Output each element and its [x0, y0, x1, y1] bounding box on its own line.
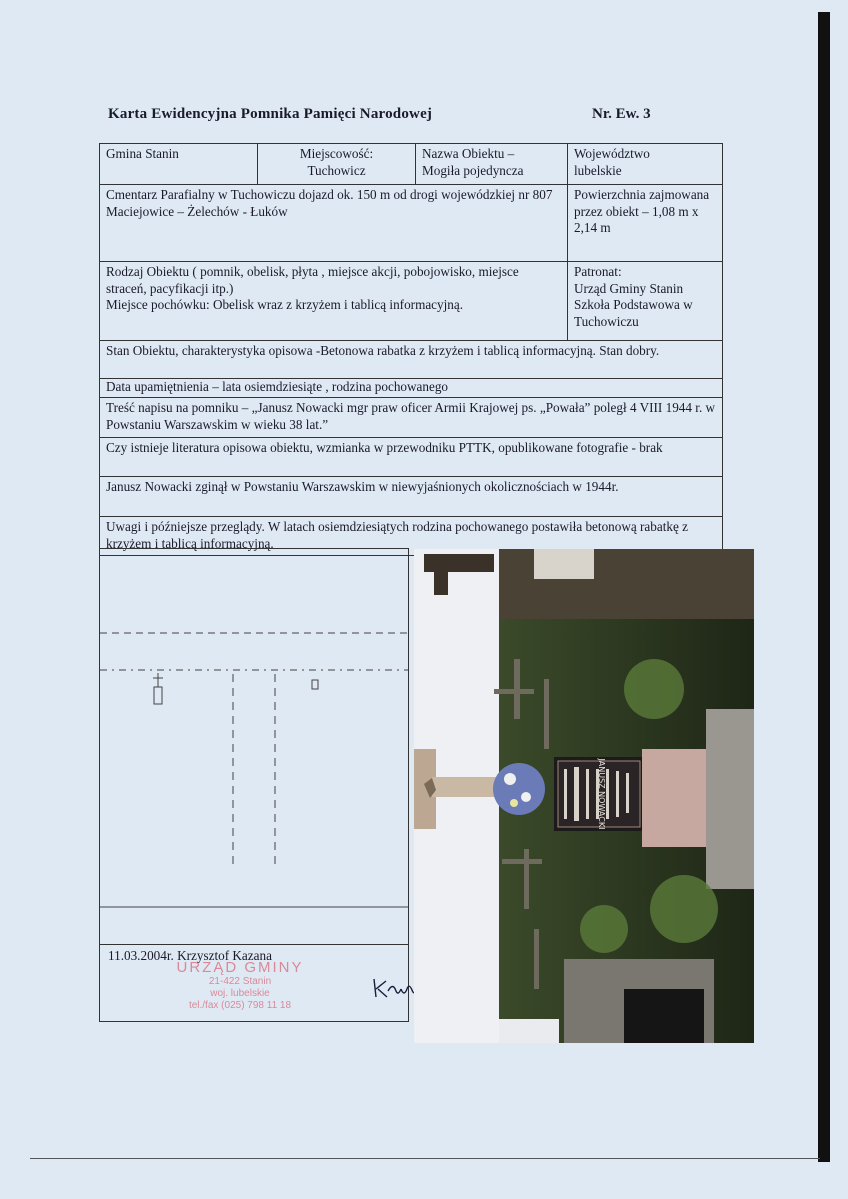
wojewodztwo-cell — [567, 144, 722, 184]
area-text: Powierzchnia zajmowana przez obiekt – 1,08 m x 2,14 m — [574, 187, 710, 235]
sketch-signature-box — [99, 548, 409, 1022]
scan-edge — [818, 12, 830, 1162]
stamp-postal: 21-422 Stanin — [208, 976, 272, 987]
sketch-grave-marker — [312, 680, 318, 689]
form-row-header — [99, 143, 723, 185]
site-sketch — [100, 549, 410, 944]
wojewodztwo-label: Województwo — [574, 146, 650, 161]
signature-divider — [100, 944, 408, 945]
patronat-cell — [567, 262, 722, 340]
signature-date-author: 11.03.2004r. Krzysztof Kazana — [108, 948, 272, 963]
patronat-line-2: Szkoła Podstawowa w Tuchowiczu — [574, 297, 693, 329]
plaque-inscription: JANUSZ NOWACKI — [597, 758, 606, 830]
gmina-value: Gmina Stanin — [106, 146, 179, 161]
miejscowosc-label: Miejscowość: — [299, 146, 374, 161]
office-stamp — [140, 959, 340, 1012]
burial-place-text: Miejsce pochówku: Obelisk wraz z krzyżem i tablicą informacyjną. — [106, 297, 464, 312]
form-row-condition — [99, 341, 723, 379]
card-title: Karta Ewidencyjna Pomnika Pamięci Narodowej — [108, 106, 433, 122]
notes-text: Uwagi i późniejsze przeglądy. W latach osiemdziesiątych rodzina pochowanego postawiła betonową rabatkę z krzyżem i tablicą informacyjną. — [106, 519, 688, 551]
nazwa-label: Nazwa Obiektu – — [422, 146, 515, 161]
type-cell — [100, 262, 567, 340]
wojewodztwo-value: lubelskie — [574, 162, 622, 178]
location-text: Cmentarz Parafialny w Tuchowiczu dojazd ok. 150 m od drogi wojewódzkiej nr 807 Maciejowice – Żelechów - Łuków — [106, 187, 553, 219]
form-row-type — [99, 262, 723, 341]
record-number: Nr. Ew. 3 — [592, 106, 651, 122]
nazwa-value: Mogiła pojedyncza — [422, 162, 524, 178]
condition-text: Stan Obiektu, charakterystyka opisowa -Betonowa rabatka z krzyżem i tablicą informacyjną. Stan dobry. — [106, 343, 660, 358]
nazwa-cell — [415, 144, 567, 184]
sketch-cross-icon — [153, 673, 163, 704]
commemoration-date-text: Data upamiętnienia – lata osiemdziesiąte , rodzina pochowanego — [106, 379, 449, 394]
form-row-literature — [99, 438, 723, 477]
inscription-text: Treść napisu na pomniku – „Janusz Nowacki mgr praw oficer Armii Krajowej ps. „Powała” poległ 4 VIII 1944 r. w Powstaniu Warszawskim w wieku 38 lat.” — [106, 400, 716, 432]
stamp-title: URZĄD GMINY — [176, 959, 304, 976]
cemetery-photo-image — [414, 549, 754, 1043]
patronat-label: Patronat: — [574, 264, 622, 279]
gmina-cell — [100, 144, 257, 184]
stamp-region: woj. lubelskie — [210, 988, 270, 999]
form-row-date — [99, 379, 723, 398]
miejscowosc-value: Tuchowicz — [307, 162, 366, 178]
form-row-history — [99, 477, 723, 517]
patronat-line-1: Urząd Gminy Stanin — [574, 280, 684, 296]
record-form — [99, 143, 723, 556]
history-text: Janusz Nowacki zginął w Powstaniu Warszawskim w niewyjaśnionych okolicznościach w 1944r. — [106, 479, 619, 494]
miejscowosc-cell — [257, 144, 415, 184]
scan-bottom-edge — [30, 1158, 820, 1159]
stamp-phone: tel./fax (025) 798 11 18 — [188, 1000, 292, 1011]
location-cell — [100, 185, 567, 261]
area-cell — [567, 185, 722, 261]
form-row-inscription — [99, 398, 723, 438]
memorial-photo — [414, 549, 754, 1043]
literature-text: Czy istnieje literatura opisowa obiektu, wzmianka w przewodniku PTTK, opublikowane fotografie - brak — [106, 440, 663, 455]
type-text: Rodzaj Obiektu ( pomnik, obelisk, płyta , miejsce akcji, pobojowisko, miejsce straceń, pacyfikacji itp.) — [106, 264, 519, 296]
form-row-location — [99, 185, 723, 262]
